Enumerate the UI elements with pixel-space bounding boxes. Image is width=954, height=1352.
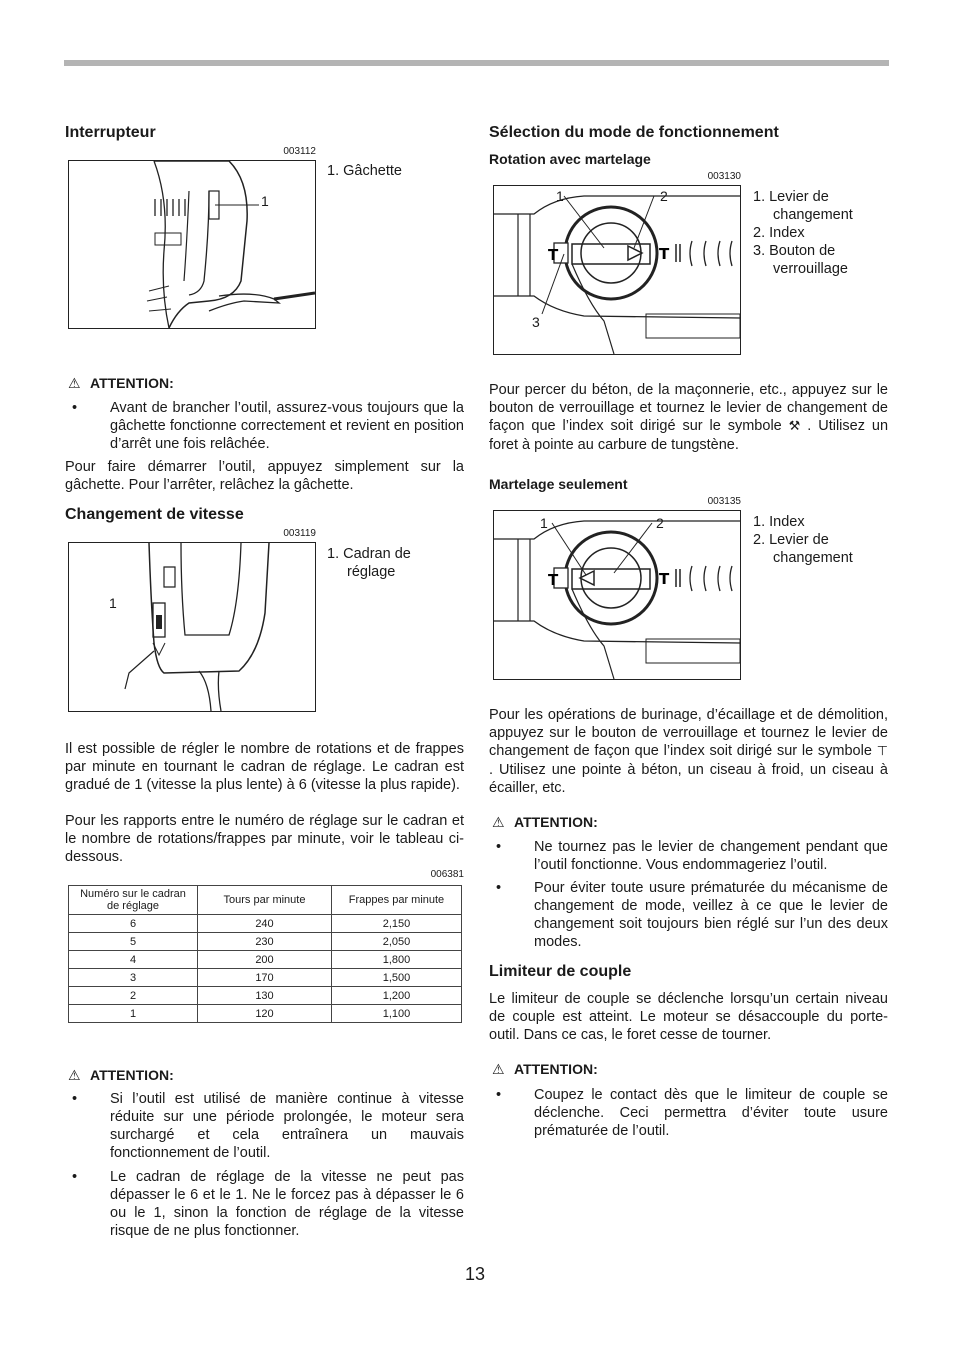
speed-paragraph-1: Il est possible de régler le nombre de rotations et de frappes par minute en tournant le cadran de réglage. Le cadran est gradué de 1 (vitesse la plus lente) à 6 (vitesse la plus rapide). <box>65 741 464 793</box>
caption-item: 1. Levier de changement <box>753 189 853 223</box>
table-cell: 2,150 <box>332 915 462 933</box>
figure-switch-trigger <box>68 160 316 329</box>
callout-2: 2 <box>656 515 664 531</box>
table-row <box>69 933 462 951</box>
table-cell: 170 <box>198 969 332 987</box>
bullet-item: • Si l’outil est utilisé de manière continue à vitesse réduite sur une période prolongée, le moteur sera surchargé et cela entraînera un mauvais fonctionnement de l’outil. <box>72 1091 464 1161</box>
figure-code-switch: 003112 <box>283 146 316 157</box>
attention-label-3: ⚠ ATTENTION: <box>492 814 598 830</box>
svg-text:T: T <box>659 245 670 263</box>
bullet-item: • Avant de brancher l’outil, assurez-vous toujours que la gâchette fonctionne correctement et revient en position d’arrêt une fois relâchée. <box>72 400 464 452</box>
figure-hammer-only <box>493 510 741 680</box>
table-row <box>69 969 462 987</box>
svg-text:T: T <box>548 246 559 264</box>
bullet-item: • Coupez le contact dès que le limiteur de couple se déclenche. Ceci permettra d’éviter toute usure prématurée de l’outil. <box>496 1087 888 1139</box>
caption-item: 1. Index <box>753 514 805 530</box>
mode-selector-illustration <box>494 186 740 354</box>
caption-item: 2. Index <box>753 225 805 241</box>
caption-mode1 <box>753 188 883 278</box>
table-cell: 120 <box>198 1005 332 1023</box>
figure-code-mode2: 003135 <box>707 496 741 507</box>
heading-limiteur-couple: Limiteur de couple <box>489 963 632 980</box>
attention-label-1: ⚠ ATTENTION: <box>68 375 174 391</box>
warning-triangle-icon: ⚠ <box>492 1061 505 1077</box>
figure-code-mode1: 003130 <box>707 171 741 182</box>
callout-2: 2 <box>660 188 668 204</box>
table-cell: 200 <box>198 951 332 969</box>
table-cell: 6 <box>69 915 198 933</box>
table-cell: 5 <box>69 933 198 951</box>
callout-3: 3 <box>532 314 540 330</box>
bullet-item: • Pour éviter toute usure prématurée du mécanisme de changement de mode, veillez à ce que le levier de changement soit toujours bien réglé sur l’un des deux modes. <box>496 880 888 950</box>
speed-dial-illustration <box>69 543 315 711</box>
heading-interrupteur: Interrupteur <box>65 124 156 141</box>
table-cell: 3 <box>69 969 198 987</box>
hammer-symbol-icon: ⊤ <box>876 744 889 759</box>
callout-1: 1 <box>261 193 269 209</box>
table-cell: 2 <box>69 987 198 1005</box>
page-number: 13 <box>465 1264 486 1284</box>
warning-triangle-icon: ⚠ <box>68 1067 81 1083</box>
table-cell: 1,800 <box>332 951 462 969</box>
table-row <box>69 987 462 1005</box>
table-row <box>69 951 462 969</box>
caption-item: 1. Gâchette <box>327 163 402 179</box>
mode-paragraph-2: Pour les opérations de burinage, d’écaillage et de démolition, appuyez sur le bouton de verrouillage et tournez le levier de changement de façon que l’index soit dirigé sur le symbole ⊤ . Utilisez une pointe à béton, un ciseau à froid, un ciseau à écailler, etc. <box>489 707 889 796</box>
caption-mode2 <box>753 513 883 567</box>
torque-paragraph: Le limiteur de couple se déclenche lorsqu’un certain niveau de couple est atteint. Le moteur se désaccouple du porte-outil. Dans ce cas, le foret cesse de tourner. <box>489 991 888 1043</box>
subheading-rotation-martelage: Rotation avec martelage <box>489 151 651 167</box>
table-cell: 2,050 <box>332 933 462 951</box>
bullet-item: • Le cadran de réglage de la vitesse ne peut pas dépasser le 6 et le 1. Ne le forcez pas à dépasser le 6 ou le 1, sinon la fonction de réglage de la vitesse risque de ne plus fonctionner. <box>72 1169 464 1239</box>
speed-table <box>68 885 462 1023</box>
svg-text:T: T <box>659 570 670 588</box>
heading-changement-vitesse: Changement de vitesse <box>65 506 244 523</box>
switch-paragraph: Pour faire démarrer l’outil, appuyez simplement sur la gâchette. Pour l’arrêter, relâchez la gâchette. <box>65 459 464 493</box>
subheading-martelage-seulement: Martelage seulement <box>489 476 628 492</box>
warning-triangle-icon: ⚠ <box>492 814 505 830</box>
mode-selector-hammer-illustration <box>494 511 740 679</box>
speed-paragraph-2: Pour les rapports entre le numéro de réglage sur le cadran et le nombre de rotations/frappes par minute, voir le tableau ci-dessous. <box>65 813 464 865</box>
table-cell: 130 <box>198 987 332 1005</box>
warning-triangle-icon: ⚠ <box>68 375 81 391</box>
figure-rotation-hammer <box>493 185 741 355</box>
table-code: 006381 <box>430 869 464 880</box>
table-cell: 4 <box>69 951 198 969</box>
caption-item: 3. Bouton de verrouillage <box>753 243 848 277</box>
table-header-cell: Numéro sur le cadran de réglage <box>69 886 198 915</box>
attention-label-4: ⚠ ATTENTION: <box>492 1061 598 1077</box>
table-cell: 1,200 <box>332 987 462 1005</box>
table-cell: 1,500 <box>332 969 462 987</box>
table-header-cell: Frappes par minute <box>332 886 462 915</box>
table-cell: 1 <box>69 1005 198 1023</box>
table-row <box>69 915 462 933</box>
trigger-illustration <box>69 161 315 328</box>
caption-item: 2. Levier de changement <box>753 532 853 566</box>
drill-hammer-symbol-icon: ⚒ <box>788 419 801 434</box>
callout-1: 1 <box>556 188 564 204</box>
table-cell: 1,100 <box>332 1005 462 1023</box>
table-header-row <box>69 886 462 915</box>
table-cell: 240 <box>198 915 332 933</box>
table-cell: 230 <box>198 933 332 951</box>
header-rule <box>64 60 889 66</box>
caption-speed <box>327 545 457 581</box>
callout-1: 1 <box>540 515 548 531</box>
caption-item: 1. Cadran de réglage <box>327 546 411 580</box>
figure-code-speed: 003119 <box>283 528 316 539</box>
figure-speed-dial <box>68 542 316 712</box>
caption-switch <box>327 162 457 180</box>
bullet-item: • Ne tournez pas le levier de changement pendant que l’outil fonctionne. Vous endommageriez l’outil. <box>496 839 888 873</box>
attention-label-2: ⚠ ATTENTION: <box>68 1067 174 1083</box>
table-header-cell: Tours par minute <box>198 886 332 915</box>
callout-1: 1 <box>109 595 117 611</box>
heading-selection-mode: Sélection du mode de fonctionnement <box>489 124 779 141</box>
table-row <box>69 1005 462 1023</box>
mode-paragraph-1: Pour percer du béton, de la maçonnerie, etc., appuyez sur le bouton de verrouillage et tournez le levier de changement de façon que l’index soit dirigé sur le symbole ⚒ . Utilisez un foret à pointe au carbure de tungstène. <box>489 382 889 453</box>
svg-text:T: T <box>548 571 559 589</box>
